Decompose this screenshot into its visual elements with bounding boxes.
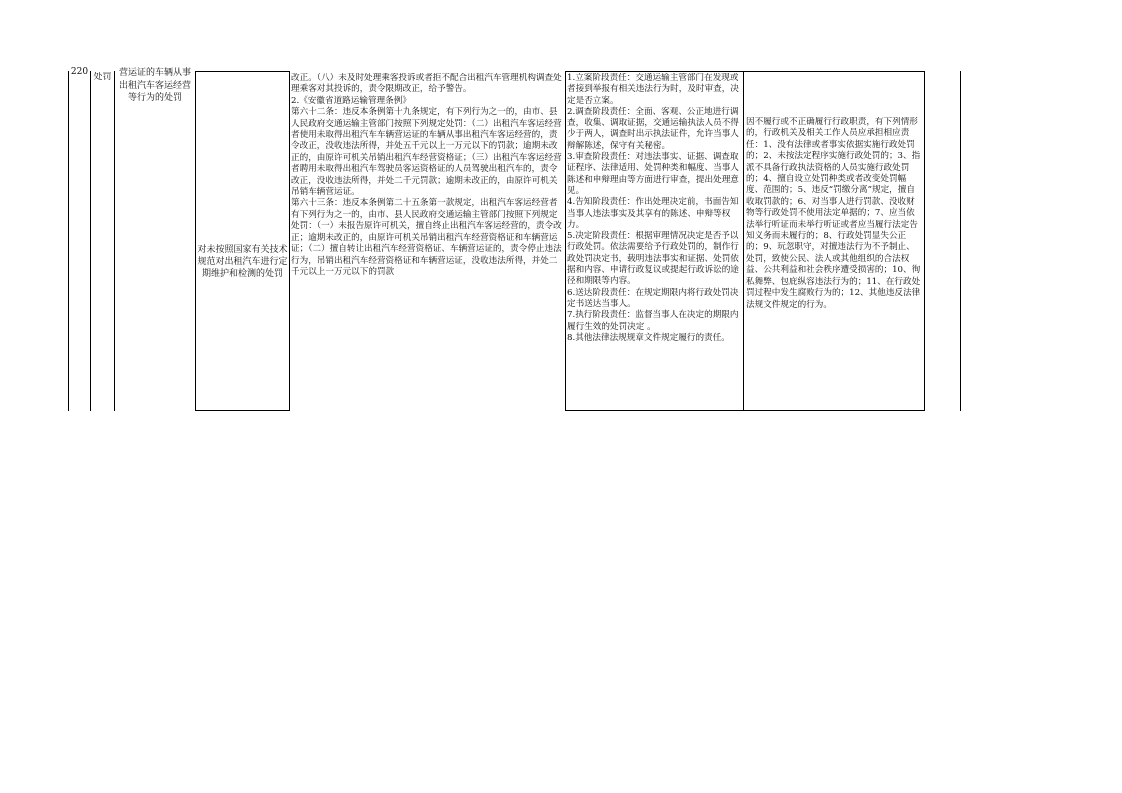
basis-paragraph: 改正。（八）未及时处理乘客投诉或者拒不配合出租汽车管理机构调查处理乘客对其投诉的，责令限期改正，给予警告。 xyxy=(291,73,562,95)
sub-item-cell xyxy=(197,244,288,281)
accountability-cell xyxy=(746,117,922,387)
basis-paragraph: 2.《安徽省道路运输管理条例》 xyxy=(291,95,411,106)
rule-left xyxy=(68,71,69,411)
rule-col1 xyxy=(90,71,91,411)
legal-basis-cell xyxy=(291,73,563,343)
responsibilities-cell xyxy=(567,73,742,411)
resp-top-border xyxy=(565,71,925,72)
rule-col3 xyxy=(195,71,196,411)
item-name-text: 营运证的车辆从事出租汽车客运经营等行为的处罚 xyxy=(118,68,191,104)
row-number: 220 xyxy=(70,67,89,77)
sub-item-text: 对未按照国家有关技术规范对出租汽车进行定期维护和检测的处罚 xyxy=(197,245,288,280)
basis-paragraph: 第六十二条：违反本条例第十九条规定，有下列行为之一的，由市、县人民政府交通运输主管部门按照下列规定处罚：（二）出租汽车客运经营者使用未取得出租汽车车辆营运证的车辆从事出租汽车客运经营的，责令改正，没收违法所得，并处五千元以上一万元以下的罚款；逾期未改正的，由原许可机关吊销出租汽车经营资格证；（三）出租汽车客运经营者聘用未取得出租汽车驾驶员客运资格证的人员驾驶出租汽车的，责令改正，没收违法所得，并处二千元罚款；逾期未改正的，由原许可机关吊销车辆营运证。 xyxy=(291,107,562,198)
responsibility-item: 8.其他法律法规规章文件规定履行的责任。 xyxy=(567,332,730,343)
responsibility-item: 5.决定阶段责任：根据审理情况决定是否予以行政处罚。依法需要给予行政处罚的，制作行政处罚决定书，载明违法事实和证据、处罚依据和内容、申请行政复议或提起行政诉讼的途径和期限等内容。 xyxy=(567,231,739,287)
responsibility-item: 4.告知阶段责任：作出处理决定前，书面告知当事人违法事实及其享有的陈述、申辩等权力。 xyxy=(567,197,739,230)
item-name-cell xyxy=(116,67,194,119)
responsibility-item: 2.调查阶段责任：全面、客观、公正地进行调查，收集、调取证据，交通运输执法人员不得少于两人，调查时出示执法证件，允许当事人辩解陈述，保守有关秘密。 xyxy=(567,106,739,151)
rule-col5 xyxy=(565,71,566,411)
rule-col2 xyxy=(114,71,115,411)
responsibility-item: 3.审查阶段责任：对违法事实、证据、调查取证程序、法律适用、处罚种类和幅度、当事人陈述和申辩理由等方面进行审查，提出处理意见。 xyxy=(567,152,739,196)
sub-item-top-border xyxy=(195,71,290,72)
rule-col7 xyxy=(924,71,925,411)
rule-right xyxy=(960,71,961,411)
category-cell: 处罚 xyxy=(93,72,112,82)
responsibility-item: 7.执行阶段责任：监督当事人在决定的期限内履行生效的处罚决定 。 xyxy=(567,310,739,332)
basis-paragraph: 第六十三条：违反本条例第二十五条第一款规定，出租汽车客运经营者有下列行为之一的，由市、县人民政府交通运输主管部门按照下列规定处罚：（一）未报告原许可机关，擅自终止出租汽车客运经营的，责令改正；逾期未改正的，由原许可机关吊销出租汽车经营资格证和车辆营运证；（二）擅自转让出租汽车经营资格证、车辆营运证的，责令停止违法行为，吊销出租汽车经营资格证和车辆营运证，没收违法所得，并处二千元以上一万元以下的罚款 xyxy=(291,198,562,277)
accountability-text: 因不履行或不正确履行行政职责，有下列情形的，行政机关及相关工作人员应承担相应责任：1、没有法律或者事实依据实施行政处罚的；2、未按法定程序实施行政处罚的；3、指派不具备行政执法资格的人员实施行政处罚的；4、擅自设立处罚种类或者改变处罚幅度、范围的；5、违反“罚缴分离”规定，擅自收取罚款的；6、对当事人进行罚款、没收财物等行政处罚不使用法定单据的；7、应当依法举行听证而未举行听证或者应当履行法定告知义务而未履行的；8、行政处罚显失公正的；9、玩忽职守，对擅违法行为不予制止、处罚，致使公民、法人或其他组织的合法权益、公共利益和社会秩序遭受损害的；10、徇私舞弊、包庇纵容违法行为的；11、在行政处罚过程中发生腐败行为的；12、其他违反法律法规文件规定的行为。 xyxy=(746,117,921,310)
rule-col4 xyxy=(289,71,290,411)
rule-col6 xyxy=(743,71,744,411)
sub-item-bottom-border xyxy=(195,410,290,411)
responsibility-item: 6.送达阶段责任：在规定期限内将行政处罚决定书送达当事人。 xyxy=(567,287,739,309)
responsibility-item: 1.立案阶段责任：交通运输主管部门在发现或者接到举报有相关违法行为时，及时审查，决定是否立案。 xyxy=(567,73,739,106)
